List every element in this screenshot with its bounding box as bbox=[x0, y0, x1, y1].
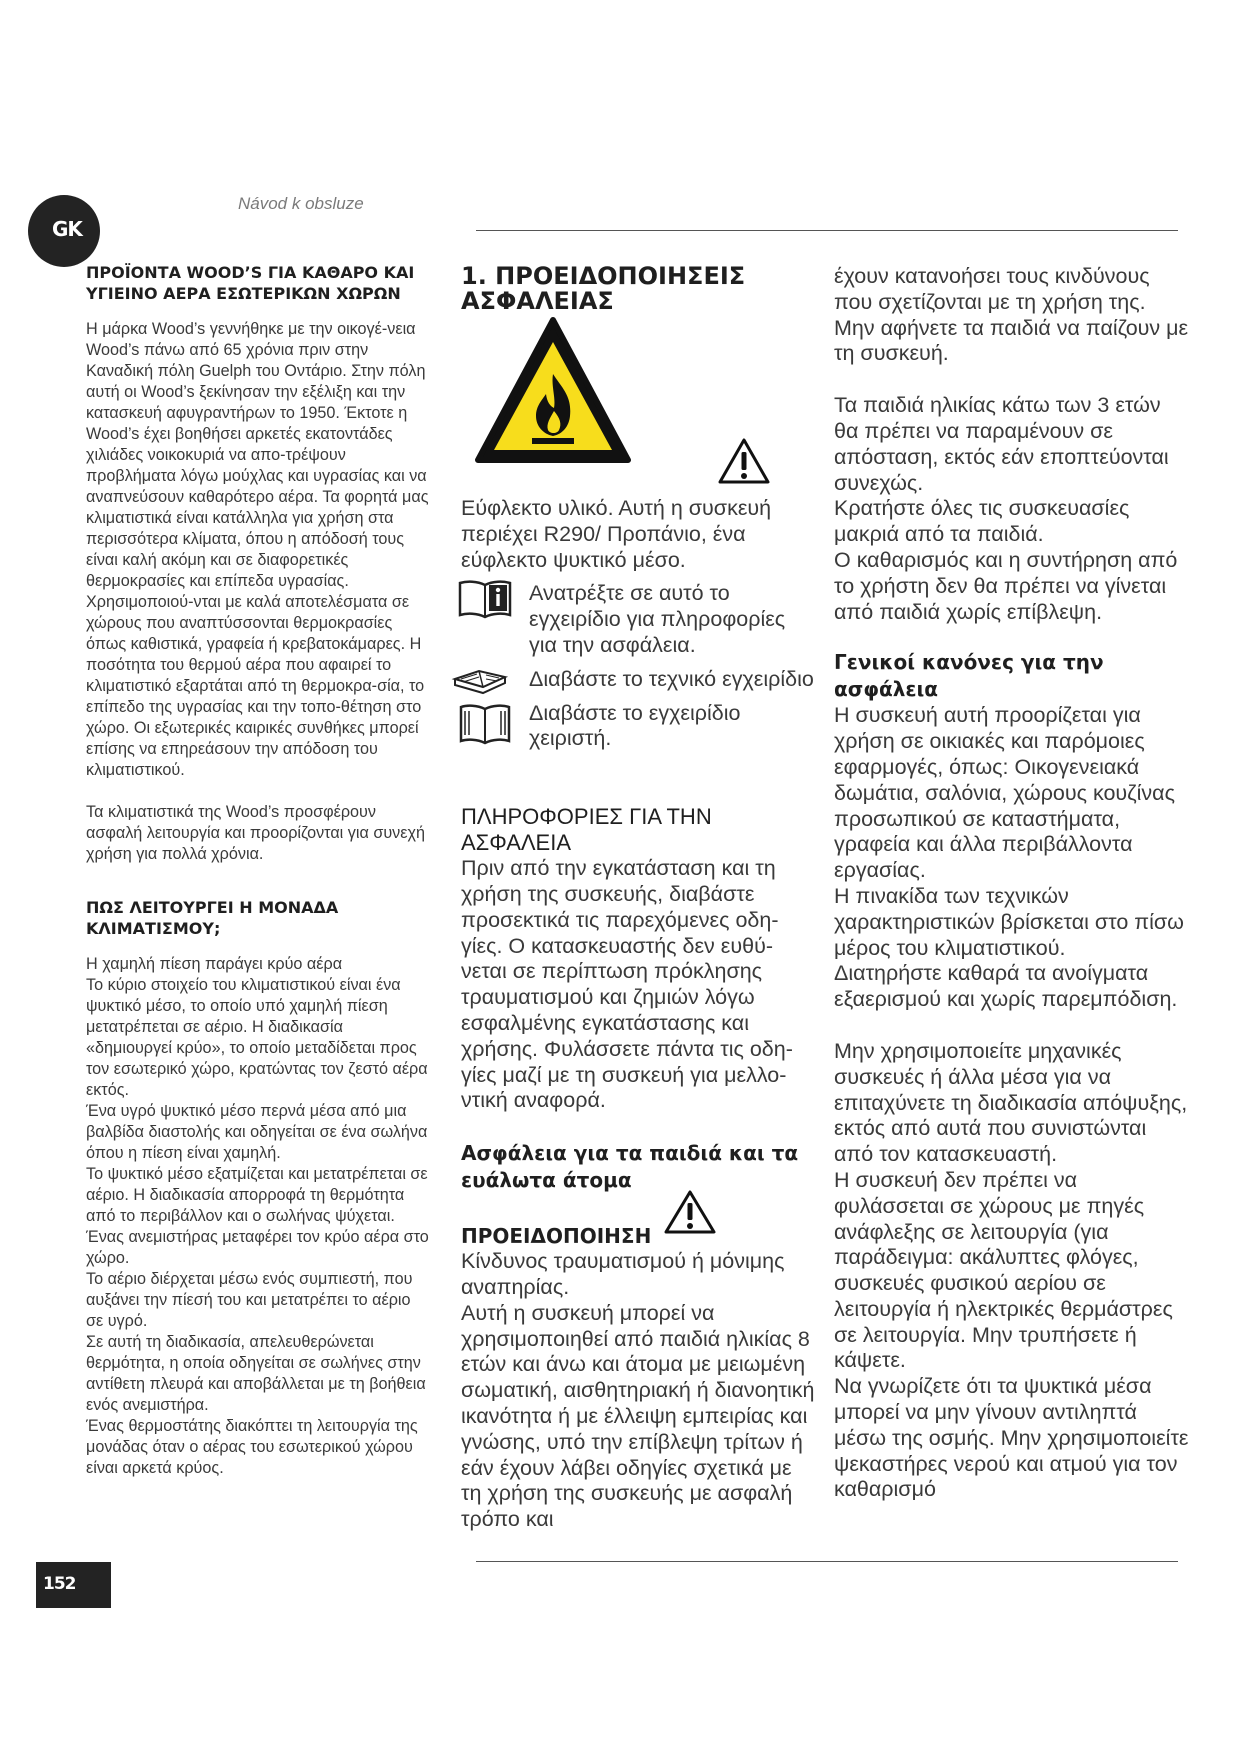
general-safety-line: Διατηρήστε καθαρά τα ανοίγματα εξαερισμού και χωρίς παρεμπόδιση. bbox=[834, 961, 1178, 1012]
general-safety-line: Η πινακίδα των τεχνικών χαρακτηριστικών βρίσκεται στο πίσω μέρος του κλιματιστικού. bbox=[834, 883, 1184, 960]
info-manual-text: Ανατρέξτε σε αυτό το εγχειρίδιο για πληροφορίες για την ασφάλεια. bbox=[529, 581, 786, 657]
info-manual-icon bbox=[457, 577, 513, 619]
paragraph-woods-safety: Τα κλιματιστικά της Wood’s προσφέρουν ασφαλή λειτουργία και προορίζονται για συνεχή χρήση για πολλά χρόνια. bbox=[86, 803, 425, 863]
technical-manual-row bbox=[461, 667, 817, 693]
warning-graphics bbox=[461, 314, 817, 496]
how-it-works-line: Σε αυτή τη διαδικασία, απελευθερώνεται θερμότητα, η οποία οδηγείται σε σωλήνες στην αντίθετη πλευρά και αποβάλλεται με τη βοήθεια ενός ανεμιστήρα. bbox=[86, 1333, 426, 1414]
general-safety-heading: Γενικοί κανόνες για την ασφάλεια bbox=[834, 650, 1104, 702]
page-number-badge bbox=[36, 1562, 111, 1608]
bottom-divider bbox=[476, 1561, 1178, 1562]
operator-manual-icon bbox=[457, 701, 513, 745]
column-right bbox=[834, 264, 1190, 1503]
defrost-text: Μην χρησιμοποιείτε μηχανικές συσκευές ή άλλα μέσα για να επιταχύνετε τη διαδικασία απόψυξης, εκτός από αυτά που συνιστώνται από τον κατασκευαστή. bbox=[834, 1038, 1188, 1167]
how-it-works-line: Το αέριο διέρχεται μέσω ενός συμπιεστή, που αυξάνει την πίεσή του και μετατρέπει το αέριο σε υγρό. bbox=[86, 1270, 413, 1330]
technical-manual-text: Διαβάστε το τεχνικό εγχειρίδιο bbox=[529, 666, 814, 691]
operator-manual-row bbox=[461, 701, 817, 753]
safety-info-text: Πριν από την εγκατάσταση και τη χρήση της συσκευής, διαβάστε προσεκτικά τις παρεχόμενες οδη-γίες. Ο κατασκευαστής δεν ευθύ-νεται σε περίπτωση πρόκλησης τραυματισμού και ζημιών λόγω εσφαλμένης εγκατάστασης και χρήσης. Φυλάσσετε πάντα τις οδη-γίες μαζί με τη συσκευή για μελλο-ντική αναφορά. bbox=[461, 856, 793, 1113]
children-safety-heading: Ασφάλεια για τα παιδιά και τα ευάλωτα άτομα bbox=[461, 1141, 799, 1193]
info-manual-row bbox=[461, 581, 817, 658]
caution-triangle-icon bbox=[717, 436, 771, 486]
language-code: GK bbox=[52, 217, 82, 241]
flammable-warning-icon bbox=[474, 316, 632, 468]
heading-woods-products: ΠΡΟΪΟΝΤΑ WOOD’S ΓΙΑ ΚΑΘΑΡΟ ΚΑΙ ΥΓΙΕΙΝΟ ΑΕΡΑ ΕΣΩΤΕΡΙΚΩΝ ΧΩΡΩΝ bbox=[86, 263, 415, 303]
how-it-works-line: Ένας ανεμιστήρας μεταφέρει τον κρύο αέρα στο χώρο. bbox=[86, 1228, 429, 1267]
running-title: Návod k obsluze bbox=[238, 194, 364, 213]
language-badge bbox=[28, 195, 100, 267]
flammable-notice: Εύφλεκτο υλικό. Αυτή η συσκευή περιέχει R290/ Προπάνιο, ένα εύφλεκτο ψυκτικό μέσο. bbox=[461, 496, 772, 572]
children-usage-text: Αυτή η συσκευή μπορεί να χρησιμοποιηθεί από παιδιά ηλικίας 8 ετών και άνω και άτομα με μειωμένη σωματική, αισθητηριακή ή διανοητική ικανότητα ή με έλλειψη εμπειρίας και γνώσης, υπό την επίβλεψη τρίτων ή εάν έχουν λάβει οδηγίες σχετικά με τη χρήση της συσκευής με ασφαλή τρόπο και bbox=[461, 1300, 815, 1532]
how-it-works-line: Το κύριο στοιχείο του κλιματιστικού είναι ένα ψυκτικό μέσο, το οποίο υπό χαμηλή πίεση μετατρέπεται σε αέριο. Η διαδικασία «δημιουργεί κρύο», το οποίο μεταδίδεται προς τον εσωτερικό χώρο, κρατώντας τον ζεστό αέρα εκτός. bbox=[86, 976, 428, 1099]
packaging-text: Κρατήστε όλες τις συσκευασίες μακριά από τα παιδιά. bbox=[834, 496, 1130, 547]
cleaning-text: Ο καθαρισμός και η συντήρηση από το χρήστη δεν θα πρέπει να γίνεται από παιδιά χωρίς επίβλεψη. bbox=[834, 547, 1178, 624]
section-title: 1. ΠΡΟΕΙΔΟΠΟΙΗΣΕΙΣ ΑΣΦΑΛΕΙΑΣ bbox=[461, 262, 746, 315]
top-divider bbox=[476, 230, 1178, 231]
paragraph-woods-history: Η μάρκα Wood’s γεννήθηκε με την οικογέ-νεια Wood’s πάνω από 65 χρόνια πριν στην Καναδική πόλη Guelph του Οντάριο. Στην πόλη αυτή οι Wood’s ξεκίνησαν την εξέλιξη και την κατασκευή αφυγραντήρων το 1950. Έκτοτε η Wood’s έχει βοηθήσει αρκετές εκατοντάδες χιλιάδες νοικοκυριά να απο-τρέψουν προβλήματα λόγω μούχλας και υγρασίας και να αναπνεύσουν καθαρότερο αέρα. Τα φορητά μας κλιματιστικά είναι κατάλληλα για χρήση στα περισσότερα κλίματα, όπου η απόδοσή τους είναι καλή ακόμη και σε διαφορετικές θερμοκρασίες και επίπεδα υγρασίας. Χρησιμοποιού-νται με καλά αποτελέσματα σε χώρους που αναπτύσσονται θερμοκρασίες όπως καθιστικά, γραφεία ή κρεβατοκάμαρες. Η ποσότητα του θερμού αέρα που αφαιρεί το κλιματιστικό εξαρτάται από τη θερμοκρα-σία, το επίπεδο της υγρασίας και την τοπο-θέτηση στο χώρο. Οι εξωτερικές καιρικές συνθήκες μπορεί επίσης να επηρεάσουν την απόδοση του κλιματιστικού. bbox=[86, 320, 429, 779]
column-left bbox=[86, 262, 432, 1479]
warning-label: ΠΡΟΕΙΔΟΠΟΙΗΣΗ bbox=[461, 1224, 652, 1249]
page-number: 152 bbox=[43, 1574, 76, 1594]
how-it-works-line: Ένας θερμοστάτης διακόπτει τη λειτουργία της μονάδας όταν ο αέρας του εσωτερικού χώρου είναι αρκετά κρύος. bbox=[86, 1417, 418, 1477]
how-it-works-text bbox=[86, 954, 432, 1479]
how-it-works-line: Ένα υγρό ψυκτικό μέσο περνά μέσα από μια βαλβίδα διαστολής και οδηγείται σε ένα σωλήνα όπου η πίεση είναι χαμηλή. bbox=[86, 1102, 428, 1162]
how-it-works-line: Η χαμηλή πίεση παράγει κρύο αέρα bbox=[86, 955, 343, 973]
under-3-text: Τα παιδιά ηλικίας κάτω των 3 ετών θα πρέπει να παραμένουν σε απόσταση, εκτός εάν εποπτεύονται συνεχώς. bbox=[834, 393, 1169, 495]
children-continued-text: έχουν κατανοήσει τους κινδύνους που σχετίζονται με τη χρήση της. Μην αφήνετε τα παιδιά να παίζουν με τη συσκευή. bbox=[834, 264, 1189, 366]
how-it-works-line: Το ψυκτικό μέσο εξατμίζεται και μετατρέπεται σε αέριο. Η διαδικασία απορροφά τη θερμότητα από το περιβάλλον και ο σωλήνας ψύχεται. bbox=[86, 1165, 428, 1225]
general-safety-line: Η συσκευή αυτή προορίζεται για χρήση σε οικιακές και παρόμοιες εφαρμογές, όπως: Οικογενειακά δωμάτια, σαλόνια, χώρους κουζίνας προσωπικού σε καταστήματα, γραφεία και άλλα περιβάλλοντα εργασίας. bbox=[834, 703, 1175, 883]
warning-text: Κίνδυνος τραυματισμού ή μόνιμης αναπηρίας. bbox=[461, 1249, 785, 1299]
safety-info-heading: ΠΛΗΡΟΦΟΡΙΕΣ ΓΙΑ ΤΗΝ ΑΣΦΑΛΕΙΑ bbox=[461, 804, 712, 856]
technical-manual-icon bbox=[451, 665, 509, 697]
caution-triangle-icon bbox=[663, 1188, 717, 1236]
operator-manual-text: Διαβάστε το εγχειρίδιο χειριστή. bbox=[529, 700, 741, 751]
odour-text: Να γνωρίζετε ότι τα ψυκτικά μέσα μπορεί να μην γίνουν αντιληπτά μέσω της οσμής. Μην χρησιμοποιείτε ψεκαστήρες νερού και ατμού για τον καθαρισμό bbox=[834, 1374, 1189, 1502]
column-middle bbox=[461, 264, 817, 1533]
storage-text: Η συσκευή δεν πρέπει να φυλάσσεται σε χώρους με πηγές ανάφλεξης σε λειτουργία (για παράδειγμα: ακάλυπτες φλόγες, συσκευές φυσικού αερίου σε λειτουργία ή ηλεκτρικές θερμάστρες σε λειτουργία. Μην τρυπήσετε ή κάψετε. bbox=[834, 1167, 1173, 1373]
heading-how-it-works: ΠΩΣ ΛΕΙΤΟΥΡΓΕΙ Η ΜΟΝΑΔΑ ΚΛΙΜΑΤΙΣΜΟΥ; bbox=[86, 898, 339, 938]
warning-block bbox=[461, 1202, 817, 1533]
